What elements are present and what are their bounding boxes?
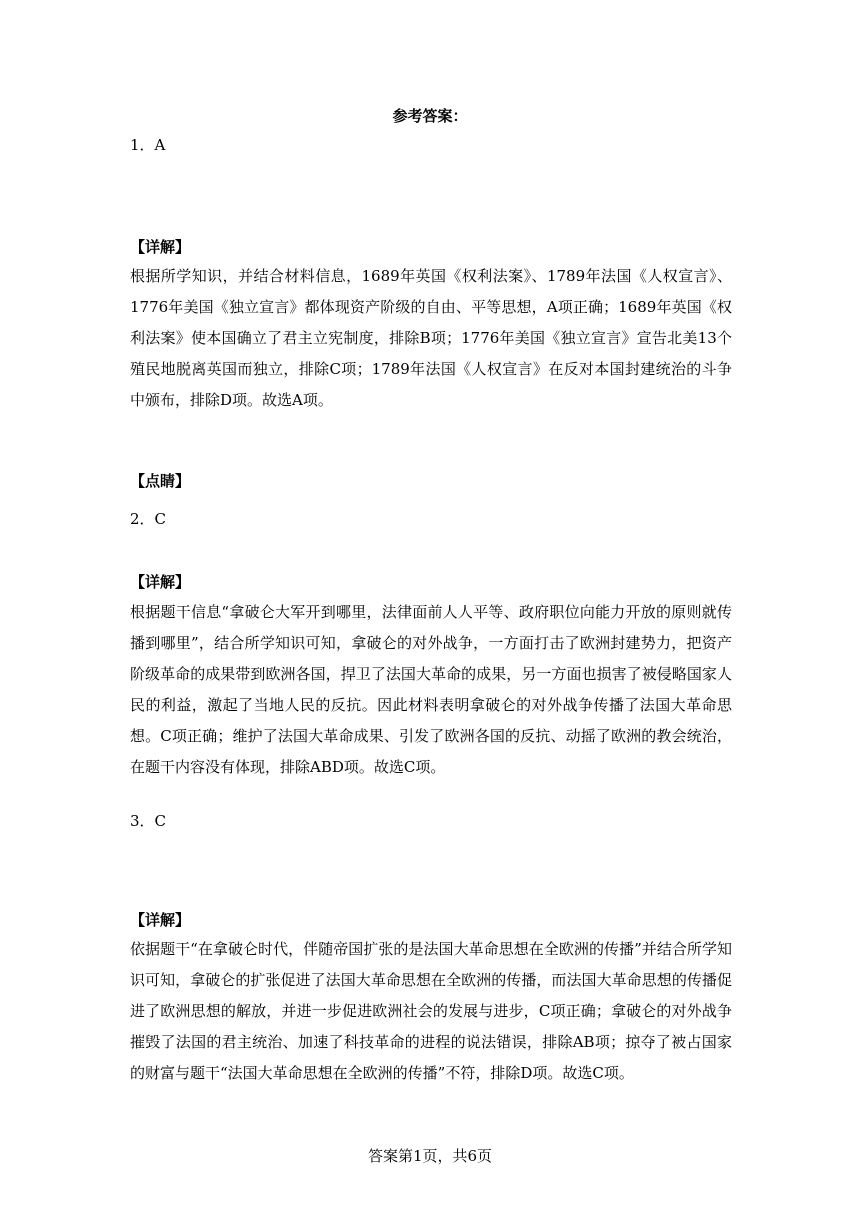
page-footer: 答案第1页，共6页 [367,1147,493,1165]
detail-label-3: 【详解】 [130,911,191,929]
detail-label-2: 【详解】 [130,573,191,591]
comment-label-1: 【点睛】 [130,472,191,490]
answer-3: 3．C [130,812,167,830]
page-title: 参考答案： [392,107,468,125]
answer-2: 2．C [130,510,167,528]
detail-text-1: 根据所学知识，并结合材料信息，1689年英国《权利法案》、1789年法国《人权宣言》、1776年美国《独立宣言》都体现资产阶级的自由、平等思想，A项正确；1689年英国《权利法案》使本国确立了君主立宪制度，排除B项；1776年美国《独立宣言》宣告北美13个殖民地脱离英国而独立，排除C项；1789年法国《人权宣言》在反对本国封建统治的斗争中颁布，排除D项。故选A项。 [130,267,732,409]
detail-text-2: 根据题干信息“拿破仑大军开到哪里，法律面前人人平等、政府职位向能力开放的原则就传播到哪里”，结合所学知识可知，拿破仑的对外战争，一方面打击了欧洲封建势力，把资产阶级革命的成果带到欧洲各国，捍卫了法国大革命的成果，另一方面也损害了被侵略国家人民的利益，激起了当地人民的反抗。因此材料表明拿破仑的对外战争传播了法国大革命思想。C项正确；维护了法国大革命成果、引发了欧洲各国的反抗、动摇了欧洲的教会统治，在题干内容没有体现，排除ABD项。故选C项。 [130,603,732,776]
detail-text-3: 依据题干“在拿破仑时代，伴随帝国扩张的是法国大革命思想在全欧洲的传播”并结合所学知识可知，拿破仑的扩张促进了法国大革命思想在全欧洲的传播，而法国大革命思想的传播促进了欧洲思想的解放，并进一步促进欧洲社会的发展与进步，C项正确；拿破仑的对外战争摧毁了法国的君主统治、加速了科技革命的进程的说法错误，排除AB项；掠夺了被占国家的财富与题干“法国大革命思想在全欧洲的传播”不符，排除D项。故选C项。 [130,940,732,1082]
detail-label-1: 【详解】 [130,238,191,256]
answer-1: 1．A [130,136,166,154]
